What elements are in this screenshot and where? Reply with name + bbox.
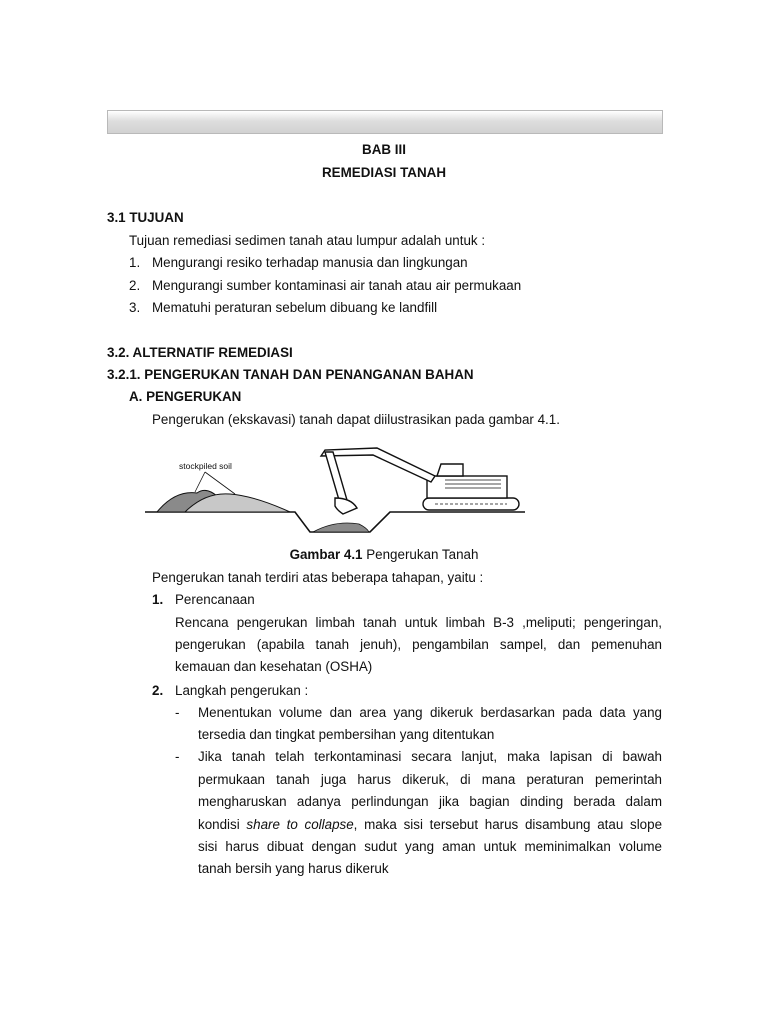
stage-1-line: Rencana pengerukan limbah tanah untuk limbah B-3 ,meliputi; pengeringan, bbox=[175, 615, 662, 630]
excavation-figure bbox=[145, 440, 525, 540]
bullet-2-line: permukaan tanah juga harus dikeruk, di mana peraturan pemerintah bbox=[198, 772, 662, 787]
pointer-line bbox=[205, 472, 235, 494]
list-number: 3. bbox=[129, 300, 141, 315]
list-text: Mematuhi peraturan sebelum dibuang ke landfill bbox=[152, 300, 438, 315]
bullet-2-line: tanah bersih yang harus dikeruk bbox=[198, 861, 389, 876]
stage-number: 1. bbox=[152, 592, 164, 607]
pointer-line bbox=[195, 472, 205, 492]
list-text: Mengurangi resiko terhadap manusia dan lingkungan bbox=[152, 255, 468, 270]
emphasis-text: share to collapse bbox=[246, 817, 354, 832]
bullet-dash: - bbox=[175, 749, 180, 764]
part-heading-a: A. PENGERUKAN bbox=[129, 389, 242, 404]
excavator-arm bbox=[325, 452, 347, 500]
part-a-intro: Pengerukan (ekskavasi) tanah dapat diilustrasikan pada gambar 4.1. bbox=[152, 412, 560, 427]
stage-number: 2. bbox=[152, 683, 164, 698]
stages-intro: Pengerukan tanah terdiri atas beberapa tahapan, yaitu : bbox=[152, 570, 484, 585]
bullet-2-line: mengharuskan adanya perlindungan jika bagian dinding berada dalam bbox=[198, 794, 662, 809]
pit-soil bbox=[313, 523, 369, 532]
figure-caption-label: Gambar 4.1 bbox=[289, 547, 363, 562]
excavation-illustration bbox=[145, 440, 525, 540]
header-bar bbox=[107, 110, 663, 134]
bullet-2-line: Jika tanah telah terkontaminasi secara lanjut, maka lapisan di bawah bbox=[198, 749, 662, 764]
bullet-1-line: tersedia dan tingkat pembersihan yang ditentukan bbox=[198, 727, 495, 742]
figure-caption-text: Pengerukan Tanah bbox=[362, 547, 479, 562]
bullet-2-line: sisi harus dibuat dengan sudut yang aman untuk meminimalkan volume bbox=[198, 839, 662, 854]
stage-title: Perencanaan bbox=[175, 592, 255, 607]
excavator-cab bbox=[437, 464, 463, 476]
figure-caption bbox=[0, 544, 768, 567]
bullet-1-line: Menentukan volume dan area yang dikeruk berdasarkan pada data yang bbox=[198, 705, 662, 720]
stage-1-line: kemauan dan kesehatan (OSHA) bbox=[175, 659, 373, 674]
section-3-1-intro: Tujuan remediasi sedimen tanah atau lumpur adalah untuk : bbox=[129, 233, 486, 248]
stage-title: Langkah pengerukan : bbox=[175, 683, 309, 698]
excavator-bucket bbox=[335, 498, 357, 514]
subsection-heading-3-2-1: 3.2.1. PENGERUKAN TANAH DAN PENANGANAN BAHAN bbox=[107, 367, 474, 382]
stage-1-line: pengerukan (apabila tanah jenuh), pengambilan sampel, dan pemenuhan bbox=[175, 637, 662, 652]
excavator-body bbox=[427, 476, 507, 498]
chapter-number: BAB III bbox=[362, 142, 406, 157]
stockpiled-soil-label: stockpiled soil bbox=[179, 461, 232, 471]
section-heading-3-2: 3.2. ALTERNATIF REMEDIASI bbox=[107, 345, 293, 360]
bullet-dash: - bbox=[175, 705, 180, 720]
list-number: 1. bbox=[129, 255, 141, 270]
chapter-title: REMEDIASI TANAH bbox=[322, 165, 446, 180]
bullet-2-line: kondisi share to collapse, maka sisi tersebut harus disambung atau slope bbox=[198, 817, 663, 832]
list-text: Mengurangi sumber kontaminasi air tanah atau air permukaan bbox=[152, 278, 522, 293]
section-heading-3-1: 3.1 TUJUAN bbox=[107, 210, 184, 225]
list-number: 2. bbox=[129, 278, 141, 293]
